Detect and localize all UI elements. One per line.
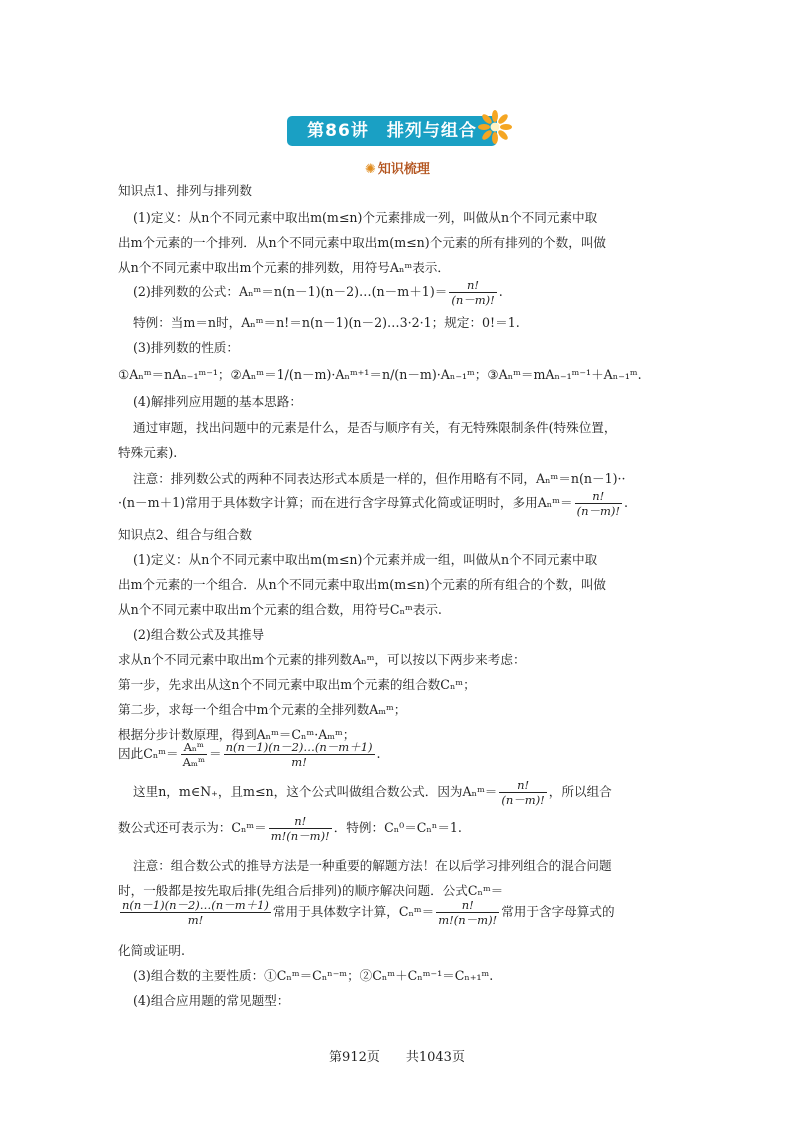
formula-line: (2)排列数的公式：Aₙᵐ＝n(n－1)(n－2)…(n－m＋1)＝ $\frac{n!}{(n-m)!}$ .	[133, 278, 503, 307]
fraction	[449, 278, 496, 307]
formula-line: ·(n－m＋1)常用于具体数字计算；而在进行含字母算式化简或证明时，多用Aₙᵐ＝ $\frac{n!}{(n-m)!}$ .	[118, 489, 628, 518]
sun-icon: ✺	[365, 162, 376, 177]
numerator: n!	[575, 489, 622, 504]
section-subtitle	[365, 158, 430, 177]
text-line: 时，一般都是按先取后排(先组合后排列)的顺序解决问题．公式Cₙᵐ＝	[118, 883, 504, 898]
fraction	[120, 898, 271, 927]
text-line: (2)组合数公式及其推导	[133, 627, 265, 642]
page-number: 第912页 共1043页	[329, 1050, 465, 1065]
fraction	[499, 778, 546, 807]
formula-line: (3)组合数的主要性质：①Cₙᵐ＝Cₙⁿ⁻ᵐ；②Cₙᵐ＋Cₙᵐ⁻¹＝Cₙ₊₁ᵐ.	[133, 968, 494, 983]
fraction	[575, 489, 622, 518]
text-line: 第一步，先求出从这n个不同元素中取出m个元素的组合数Cₙᵐ；	[118, 677, 476, 692]
fraction	[224, 740, 375, 769]
formula-text: ，所以组合	[548, 784, 612, 799]
denominator: (n－m)!	[501, 793, 545, 807]
text-line: 从n个不同元素中取出m个元素的排列数，用符号Aₙᵐ表示．	[118, 260, 450, 275]
text-line: 从n个不同元素中取出m个元素的组合数，用符号Cₙᵐ表示.	[118, 602, 442, 617]
text-line: 第二步，求每一个组合中m个元素的全排列数Aₘᵐ；	[118, 702, 407, 717]
formula-line: ①Aₙᵐ＝nAₙ₋₁ᵐ⁻¹；②Aₙᵐ＝1/(n－m)·Aₙᵐ⁺¹＝n/(n－m)·Aₙ₋₁ᵐ；③Aₙᵐ＝mAₙ₋₁ᵐ⁻¹＋Aₙ₋₁ᵐ.	[118, 367, 642, 382]
numerator: n(n－1)(n－2)…(n－m＋1)	[225, 740, 373, 754]
denominator: Aₘᵐ	[182, 755, 206, 769]
text-line: 特例：当m＝n时，Aₙᵐ＝n!＝n(n－1)(n－2)…3·2·1；规定：0!＝1.	[133, 315, 520, 330]
numerator: Aₙᵐ	[181, 740, 207, 755]
formula-line	[133, 778, 612, 807]
formula-text: 因此Cₙᵐ＝	[118, 746, 179, 761]
formula-text: 常用于含字母算式的	[501, 904, 615, 919]
formula-text: 数公式还可表示为：Cₙᵐ＝	[118, 820, 267, 835]
text-line: (1)定义：从n个不同元素中取出m(m≤n)个元素排成一列，叫做从n个不同元素中取	[133, 210, 598, 225]
text-line: 根据分步计数原理，得到Aₙᵐ＝Cₙᵐ·Aₘᵐ；	[118, 727, 356, 742]
denominator: m!(n－m)!	[438, 913, 498, 927]
formula-text: ·(n－m＋1)常用于具体数字计算；而在进行含字母算式化简或证明时，多用Aₙᵐ＝	[118, 495, 573, 510]
text-line: (3)排列数的性质：	[133, 340, 239, 355]
text-line: 注意：排列数公式的两种不同表达形式本质是一样的，但作用略有不同，Aₙᵐ＝n(n－1)··	[133, 471, 626, 486]
denominator: m!	[291, 755, 307, 769]
formula-text: (2)排列数的公式：Aₙᵐ＝n(n－1)(n－2)…(n－m＋1)＝	[133, 284, 448, 299]
lecture-title: 第86讲 排列与组合	[287, 116, 497, 146]
text-line: 注意：组合数公式的推导方法是一种重要的解题方法！在以后学习排列组合的混合问题	[133, 858, 612, 873]
numerator: n!	[269, 814, 332, 829]
heading-point-1: 知识点1、排列与排列数	[118, 183, 252, 198]
text-line: (4)组合应用题的常见题型：	[133, 993, 290, 1008]
text-line: 求从n个不同元素中取出m个元素的排列数Aₙᵐ，可以按以下两步来考虑：	[118, 652, 526, 667]
numerator: n!	[436, 898, 499, 913]
text-line: 化简或证明.	[118, 943, 185, 958]
heading-point-2: 知识点2、组合与组合数	[118, 527, 252, 542]
fraction	[181, 740, 207, 769]
numerator: n!	[499, 778, 546, 793]
formula-text: ．特例：Cₙ⁰＝Cₙⁿ＝1.	[333, 820, 462, 835]
text-line: (4)解排列应用题的基本思路：	[133, 394, 302, 409]
fraction	[436, 898, 499, 927]
formula-line: 因此Cₙᵐ＝ $\frac{\text{Aₙᵐ}}{\text{Aₘᵐ}}$ ＝ $\frac{n(n-1)(n-2)\dots(n-m+1)}{m!}$ .	[118, 740, 381, 769]
numerator: n(n－1)(n－2)…(n－m＋1)	[122, 898, 269, 912]
flower-icon	[478, 110, 512, 144]
formula-text: 常用于具体数字计算，Cₙᵐ＝	[272, 904, 435, 919]
numerator: n!	[449, 278, 496, 293]
formula-line	[118, 898, 615, 927]
text-line: 通过审题，找出问题中的元素是什么，是否与顺序有关，有无特殊限制条件(特殊位置，	[133, 420, 617, 435]
formula-line	[118, 814, 462, 843]
denominator: m!(n－m)!	[270, 829, 330, 843]
fraction	[269, 814, 332, 843]
text-line: 特殊元素).	[118, 445, 178, 460]
denominator: (n－m)!	[576, 504, 620, 518]
text-line: 出m个元素的一个排列．从n个不同元素中取出m(m≤n)个元素的所有排列的个数，叫做	[118, 235, 607, 250]
text-line: (1)定义：从n个不同元素中取出m(m≤n)个元素并成一组，叫做从n个不同元素中取	[133, 552, 598, 567]
denominator: (n－m)!	[451, 293, 495, 307]
subtitle-text: 知识梳理	[377, 162, 430, 177]
formula-text: 这里n，m∈N₊，且m≤n，这个公式叫做组合数公式．因为Aₙᵐ＝	[133, 784, 498, 799]
text-line: 出m个元素的一个组合．从n个不同元素中取出m(m≤n)个元素的所有组合的个数，叫做	[118, 577, 607, 592]
denominator: m!	[187, 913, 204, 927]
